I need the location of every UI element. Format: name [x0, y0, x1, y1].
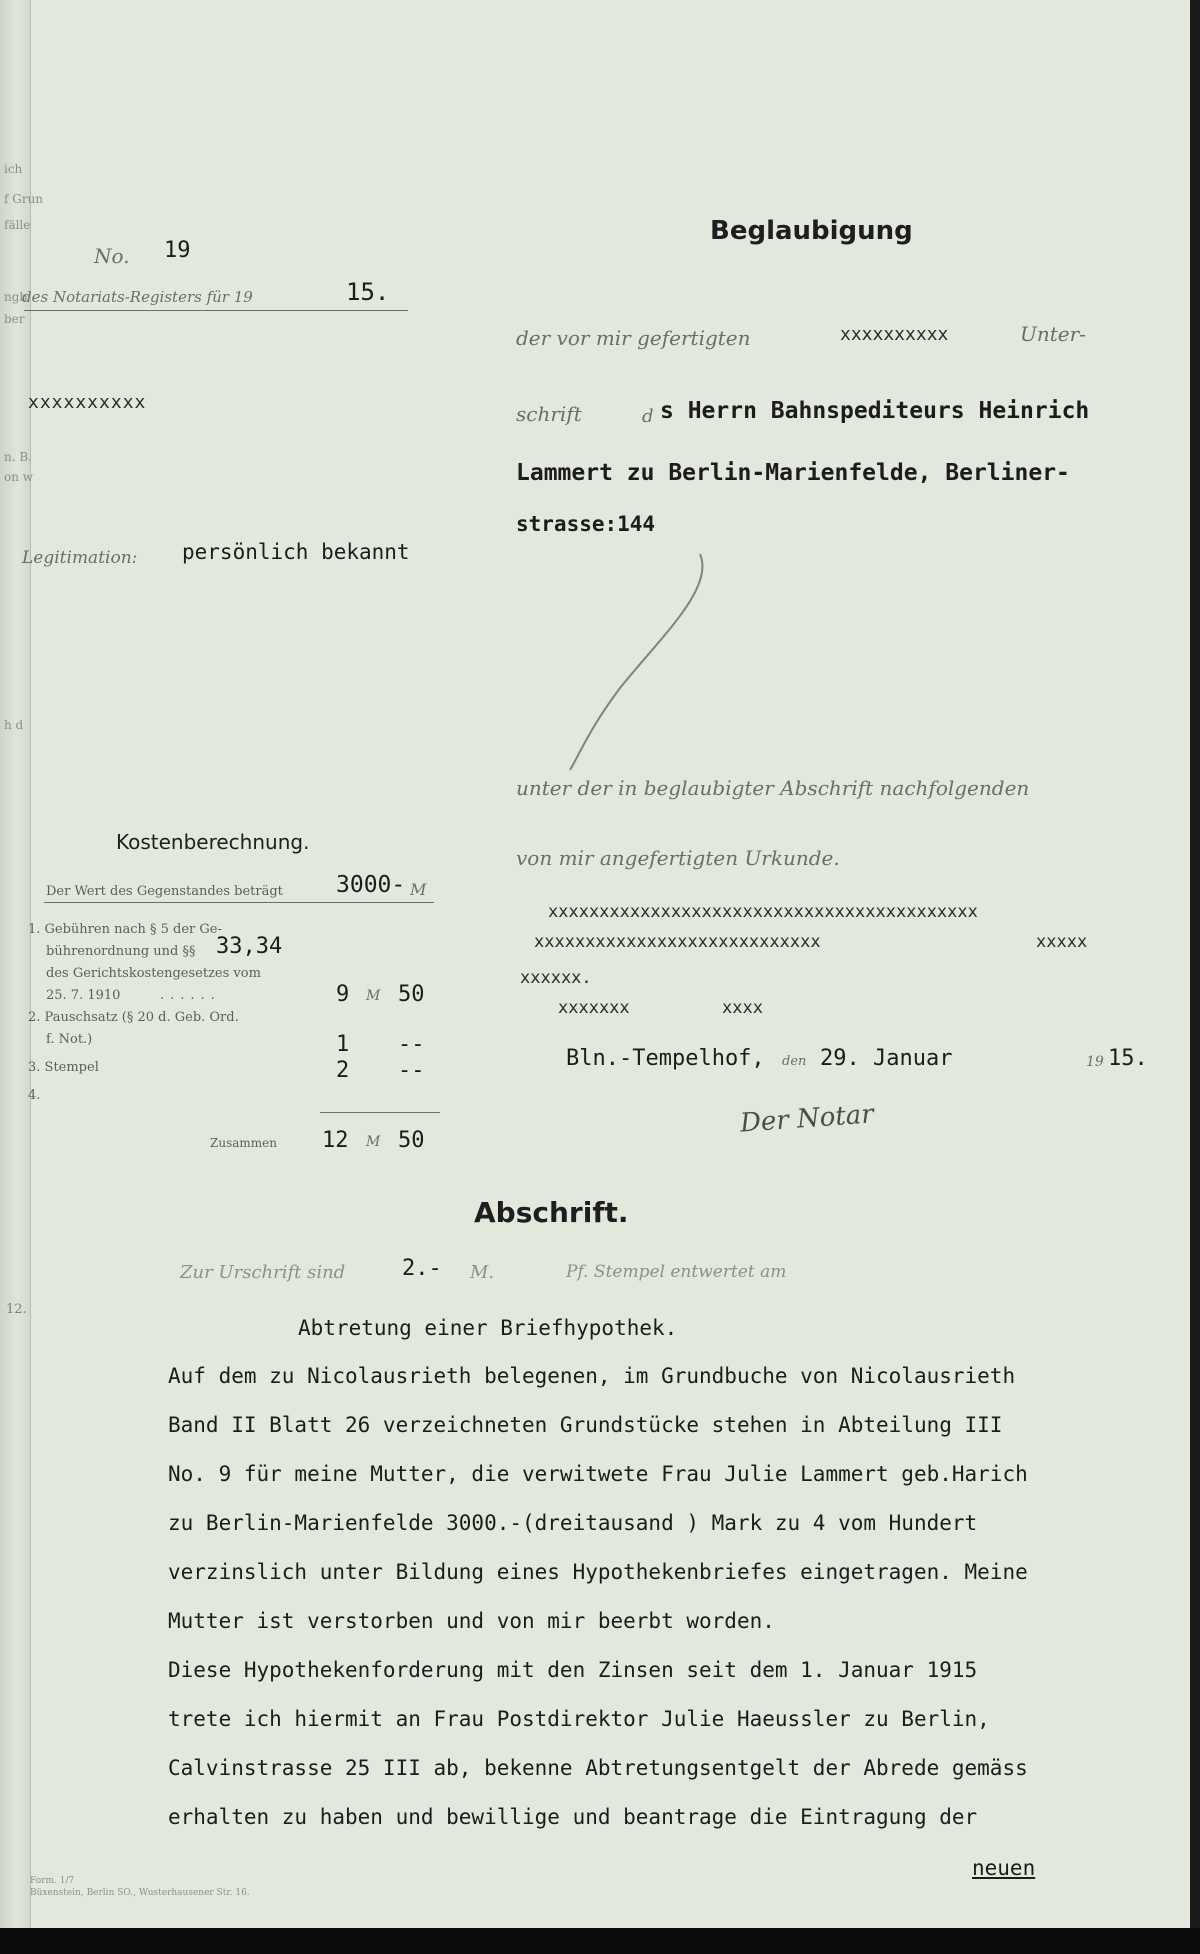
abschrift-line: Mutter ist verstorben und von mir beerbt worden. [168, 1609, 775, 1633]
item3-pf: -- [398, 1058, 425, 1083]
date: 29. Januar [820, 1046, 953, 1071]
item1-line2: bührenordnung und §§ [46, 944, 196, 959]
margin-number: 12. [6, 1302, 27, 1317]
crossed-block-line2b: xxxxx [1036, 932, 1088, 952]
year-prefix: 19 [1086, 1054, 1104, 1070]
beglaubigung-line1-end: Unter- [1020, 322, 1086, 346]
stamp-m: M. [470, 1262, 495, 1283]
crossed-block-line3: xxxxxx. [520, 968, 592, 988]
beglaubigung-line3: Lammert zu Berlin-Marienfelde, Berliner- [516, 460, 1070, 486]
margin-fragment: ngb [4, 290, 28, 304]
zusammen-amount: 12 [322, 1128, 349, 1153]
item1-amount: 9 [336, 982, 350, 1007]
margin-fragment: n. B. [4, 450, 32, 464]
abschrift-line: No. 9 für meine Mutter, die verwitwete Frau Julie Lammert geb.Harich [168, 1462, 1028, 1486]
item2-pf: -- [398, 1032, 425, 1057]
abschrift-line: zu Berlin-Marienfelde 3000.-(dreitausand ) Mark zu 4 vom Hundert [168, 1511, 978, 1535]
item1-line1: 1. Gebühren nach § 5 der Ge- [28, 922, 222, 937]
beglaubigung-line2-text: s Herrn Bahnspediteurs Heinrich [660, 398, 1090, 424]
place-den: den [782, 1054, 807, 1069]
abschrift-line: trete ich hiermit an Frau Postdirektor Julie Haeussler zu Berlin, [168, 1707, 990, 1731]
item2-amount: 1 [336, 1032, 350, 1057]
crossed-out-text: xxxxxxxxxx [28, 392, 147, 413]
wert-label: Der Wert des Gegenstandes beträgt [46, 884, 283, 899]
beglaubigung-line1-script: der vor mir gefertigten [516, 326, 751, 350]
margin-fragment: ber [4, 312, 25, 326]
register-label: des Notariats-Registers für 19 [22, 288, 253, 306]
beglaubigung-line2-script: schrift [516, 402, 582, 426]
item1-pf: 50 [398, 982, 425, 1007]
legitimation-value: persönlich bekannt [182, 540, 410, 564]
item2-line2: f. Not.) [46, 1032, 93, 1047]
margin-fragment: ich [4, 162, 23, 176]
crossed-block-line4b: xxxx [722, 998, 763, 1018]
stamp-amount: 2.- [402, 1256, 442, 1281]
abschrift-line: Diese Hypothekenforderung mit den Zinsen seit dem 1. Januar 1915 [168, 1658, 978, 1682]
zusammen-unit: M [366, 1134, 381, 1150]
abschrift-heading: Abtretung einer Briefhypothek. [298, 1316, 678, 1340]
item1-line4: 25. 7. 1910 [46, 988, 121, 1003]
beglaubigung-title: Beglaubigung [710, 216, 913, 246]
abschrift-title: Abschrift. [474, 1196, 629, 1229]
legitimation-label: Legitimation: [22, 548, 138, 568]
item2-line1: 2. Pauschsatz (§ 20 d. Geb. Ord. [28, 1010, 239, 1025]
margin-fragment: fälle [4, 218, 31, 232]
register-no-value: 19 [164, 238, 191, 263]
margin-fragment: h d [4, 718, 24, 732]
abschrift-line: Band II Blatt 26 verzeichneten Grundstücke stehen in Abteilung III [168, 1413, 1003, 1437]
wert-rule [44, 902, 434, 903]
printer-line1: Form. 1/7 [30, 1876, 75, 1886]
crossed-block-line4a: xxxxxxx [558, 998, 630, 1018]
register-no-label: No. [94, 244, 130, 268]
abschrift-line: Auf dem zu Nicolausrieth belegenen, im Grundbuche von Nicolausrieth [168, 1364, 1016, 1388]
stamp-label2: Pf. Stempel entwertet am [566, 1262, 787, 1282]
wert-value: 3000- [336, 872, 406, 898]
abschrift-line: erhalten zu haben und bewillige und beantrage die Eintragung der [168, 1805, 978, 1829]
item4-line1: 4. [28, 1088, 41, 1103]
beglaubigung-line5-script: unter der in beglaubigter Abschrift nachfolgenden [516, 776, 1030, 800]
year: 15. [1108, 1046, 1148, 1071]
register-year: 15. [346, 278, 390, 306]
printer-line2: Büxenstein, Berlin SO., Wusterhausener Str. 16. [30, 1888, 250, 1898]
item1-sections: 33,34 [216, 934, 283, 959]
margin-fragment: on w [4, 470, 34, 484]
catchword: neuen [972, 1856, 1036, 1880]
item3-amount: 2 [336, 1058, 350, 1083]
item1-dots: ...... [160, 988, 221, 1003]
register-rule [24, 310, 408, 311]
zusammen-label: Zusammen [210, 1136, 277, 1150]
beglaubigung-line4: strasse:144 [516, 512, 656, 536]
wert-unit: M [410, 880, 427, 899]
right-edge-shadow [1190, 0, 1200, 1954]
bottom-edge-shadow [0, 1928, 1200, 1954]
cancellation-stroke [540, 548, 720, 778]
beglaubigung-line6-script: von mir angefertigten Urkunde. [516, 846, 840, 870]
beglaubigung-line2-prefix: d [642, 406, 654, 427]
item1-currency: M [366, 988, 381, 1004]
sum-rule [320, 1112, 440, 1113]
crossed-block-line2a: xxxxxxxxxxxxxxxxxxxxxxxxxxxx [534, 932, 821, 952]
notary-signature: Der Notar [739, 1099, 875, 1139]
kosten-title: Kostenberechnung. [116, 830, 310, 854]
place: Bln.-Tempelhof, [566, 1046, 765, 1071]
item1-line3: des Gerichtskostengesetzes vom [46, 966, 261, 981]
zusammen-pf: 50 [398, 1128, 425, 1153]
stamp-label1: Zur Urschrift sind [180, 1262, 346, 1283]
beglaubigung-line1-crossed: xxxxxxxxxx [840, 324, 949, 345]
item3-line1: 3. Stempel [28, 1060, 99, 1075]
crossed-block-line1: xxxxxxxxxxxxxxxxxxxxxxxxxxxxxxxxxxxxxxxxxx [548, 902, 978, 922]
abschrift-line: verzinslich unter Bildung eines Hypothekenbriefes eingetragen. Meine [168, 1560, 1028, 1584]
margin-fragment: f Grun [4, 192, 44, 206]
abschrift-line: Calvinstrasse 25 III ab, bekenne Abtretungsentgelt der Abrede gemäss [168, 1756, 1028, 1780]
